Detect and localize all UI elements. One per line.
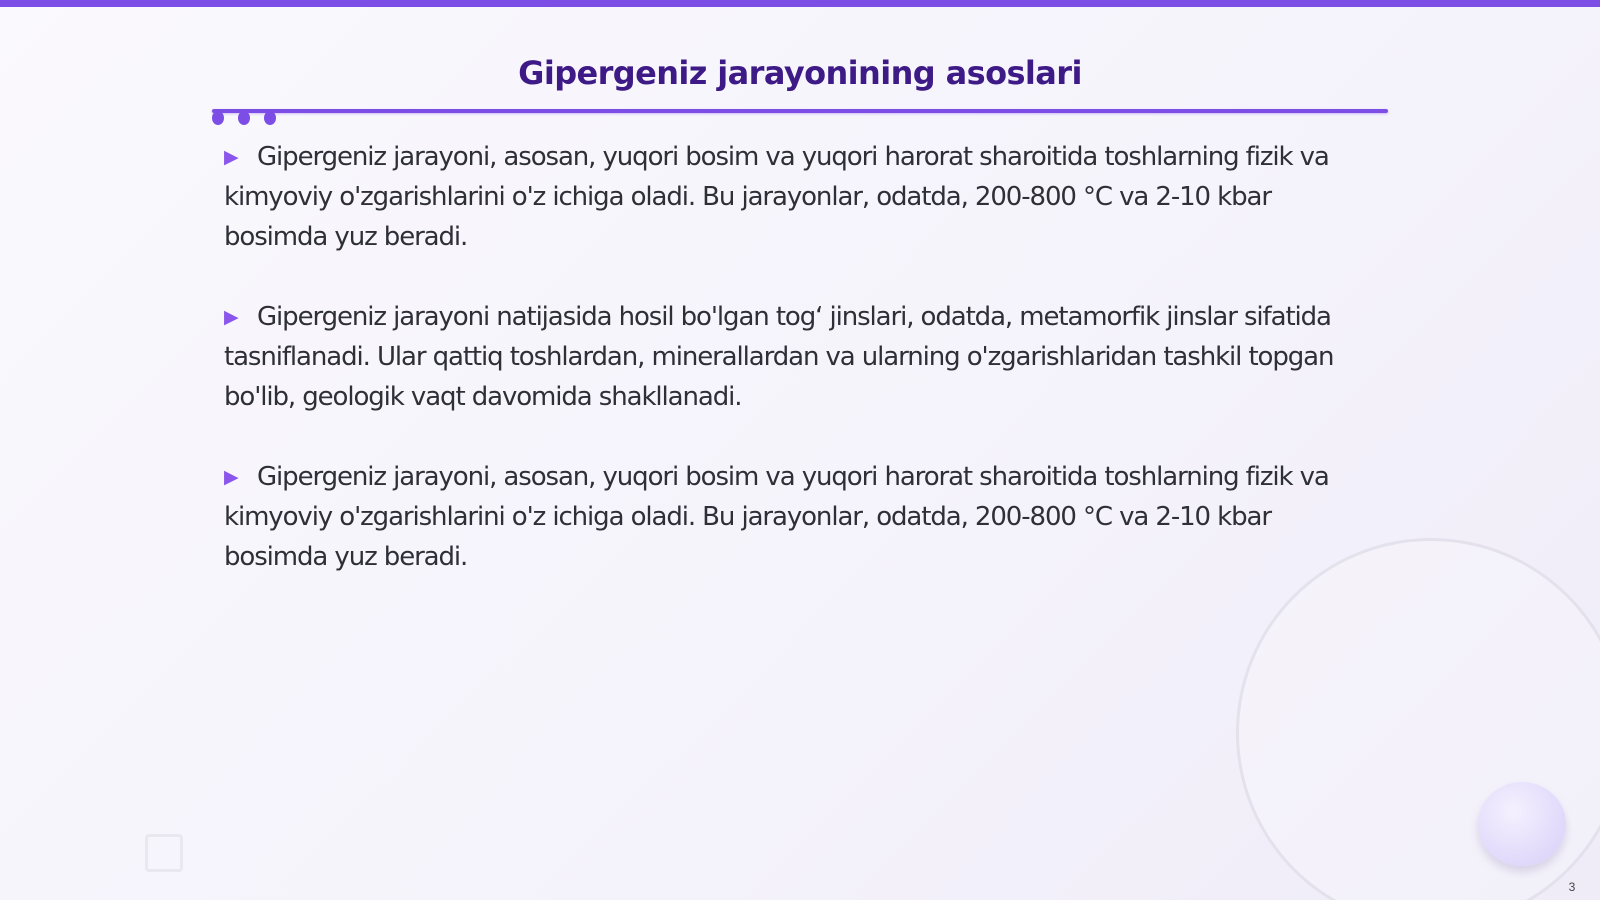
triangle-right-icon: ▶ [224,306,239,328]
underline-dot [238,111,250,125]
page-number: 3 [1568,880,1576,894]
underline-dot [264,111,276,125]
bullet-item [224,297,1374,417]
bullet-list [224,137,1374,617]
triangle-right-icon: ▶ [224,146,239,168]
slide-title: Gipergeniz jarayonining asoslari [518,54,1082,92]
bullet-item [224,137,1374,257]
triangle-right-icon: ▶ [224,466,239,488]
decorative-bubble [1478,782,1566,866]
bullet-text: Gipergeniz jarayoni, asosan, yuqori bosim va yuqori harorat sharoitida toshlarning fizik va kimyoviy o'zgarishlarini o'z ichiga oladi. Bu jarayonlar, odatda, 200-800 °C va 2-10 kbar bosimda yuz beradi. [224,142,1329,252]
bullet-item [224,457,1374,577]
bullet-text: Gipergeniz jarayoni, asosan, yuqori bosim va yuqori harorat sharoitida toshlarning fizik va kimyoviy o'zgarishlarini o'z ichiga oladi. Bu jarayonlar, odatda, 200-800 °C va 2-10 kbar bosimda yuz beradi. [224,462,1329,572]
decorative-square [145,834,183,872]
bullet-text: Gipergeniz jarayoni natijasida hosil bo'lgan tog‘ jinslari, odatda, metamorfik jinslar sifatida tasniflanadi. Ular qattiq toshlardan, minerallardan va ularning o'zgarishlaridan tashkil topgan bo'lib, geologik vaqt davomida shakllanadi. [224,302,1334,412]
title-underline [212,109,1388,113]
top-accent-bar [0,0,1600,7]
underline-dot [212,111,224,125]
